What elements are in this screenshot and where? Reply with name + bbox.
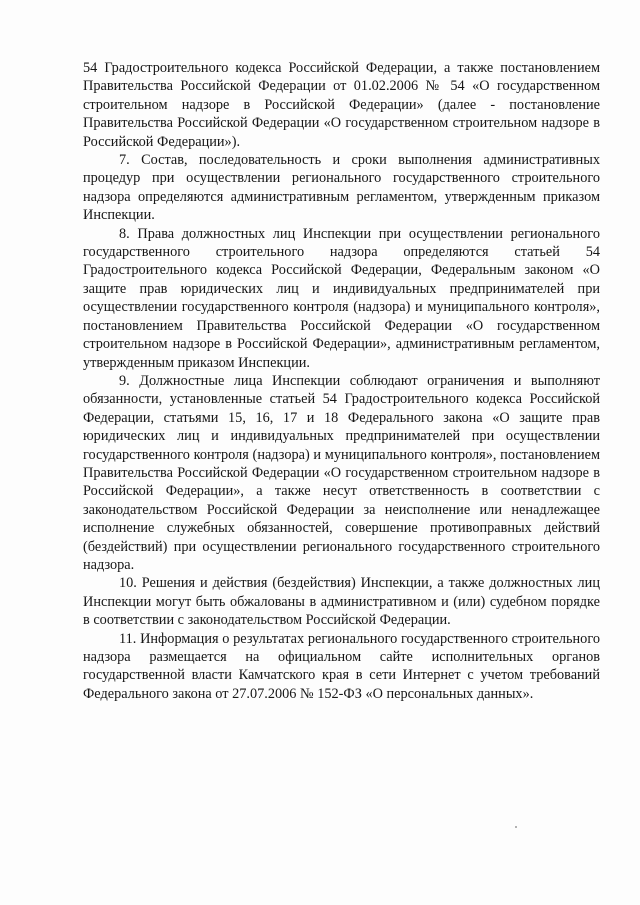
paragraph-10: 10. Решения и действия (бездействия) Инспекции, а также должностных лиц Инспекции могут быть обжалованы в административном и (или) судебном порядке в соответствии с законодательством Российской Федерации. [83,575,600,629]
paragraph-8: 8. Права должностных лиц Инспекции при осуществлении регионального государственного строительного надзора определяются статьей 54 Градостроительного кодекса Российской Федерации, Федеральным законом «О защите прав юридических лиц и индивидуальных предпринимателей при осуществлении государственного контроля (надзора) и муниципального контроля», постановлением Правительства Российской Федерации «О государственном строительном надзоре в Российской Федерации», административным регламентом, утвержденным приказом Инспекции. [83,225,600,371]
paragraph-continuation: 54 Градостроительного кодекса Российской Федерации, а также постановлением Правительства Российской Федерации от 01.02.2006 № 54 «О государственном строительном надзоре в Российской Федерации» (далее - постановление Правительства Российской Федерации «О государственном строительном надзоре в Российской Федерации»). [83,60,600,150]
paragraph-7: 7. Состав, последовательность и сроки выполнения административных процедур при осуществлении регионального государственного строительного надзора определяются административным регламентом, утвержденным приказом Инспекции. [83,152,600,224]
paragraph-9: 9. Должностные лица Инспекции соблюдают ограничения и выполняют обязанности, установленные статьей 54 Градостроительного кодекса Российской Федерации, статьями 15, 16, 17 и 18 Федерального закона «О защите прав юридических лиц и индивидуальных предпринимателей при осуществлении государственного контроля (надзора) и муниципального контроля», постановлением Правительства Российской Федерации «О государственном строительном надзоре в Российской Федерации», а также несут ответственность в соответствии с законодательством Российской Федерации за неисполнение или ненадлежащее исполнение служебных обязанностей, совершение противоправных действий (бездействий) при осуществлении регионального государственного строительного надзора. [83,372,600,573]
paragraph-11: 11. Информация о результатах регионального государственного строительного надзора размещается на официальном сайте исполнительных органов государственной власти Камчатского края в сети Интернет с учетом требований Федерального закона от 27.07.2006 № 152-ФЗ «О персональных данных». [83,630,600,702]
document-body [83,59,600,703]
scan-speck [515,826,517,828]
